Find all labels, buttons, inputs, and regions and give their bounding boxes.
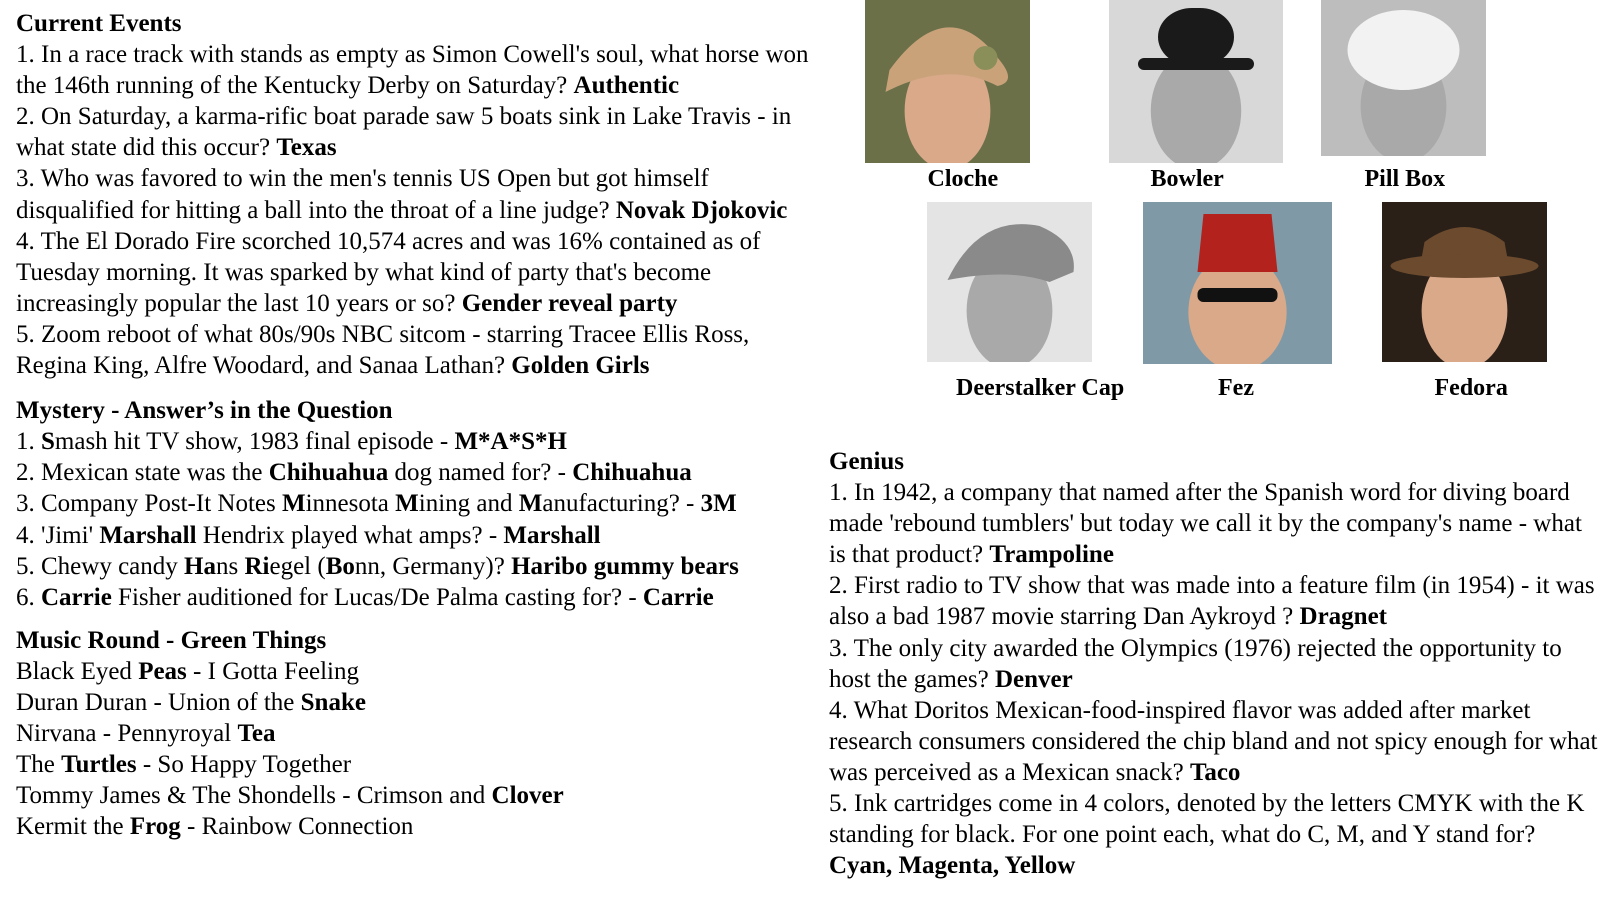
bold-text: Clover (491, 782, 564, 810)
plain-text: nn, Germany)? (354, 552, 512, 580)
question-number: 1. (16, 41, 35, 69)
bold-text: Haribo gummy bears (511, 552, 739, 580)
question-number: 4. (829, 696, 848, 724)
question-number: 3. (16, 165, 35, 193)
plain-text: Nirvana - Pennyroyal (16, 720, 238, 748)
bold-text: Peas (138, 657, 187, 685)
plain-text: V show, 1983 final episode - (161, 428, 455, 456)
question-number: 5. (16, 320, 35, 348)
question-number: 3. (829, 634, 848, 662)
question-text: The only city awarded the Olympics (1976) rejected the opportunity to host the games? (829, 634, 1562, 693)
bold-text: Turtles (61, 751, 137, 779)
genius-title: Genius (829, 448, 905, 475)
current-events-question (16, 101, 816, 163)
bold-text: Ha (184, 552, 216, 580)
plain-text: 'Jimi' (41, 521, 100, 549)
music-item (16, 656, 816, 687)
genius-question (829, 633, 1600, 695)
hat-label: Cloche (927, 166, 999, 192)
question-text: On Saturday, a karma-rific boat parade saw 5 boats sink in Lake Travis - in what state did this occur? (16, 103, 792, 162)
answer-text: Texas (276, 134, 337, 162)
bold-text: Chihuahua (572, 459, 692, 487)
music-round-title: Music Round - Green Things (16, 626, 327, 654)
hat-label: Bowler (1150, 166, 1224, 192)
bold-text: Snake (300, 688, 366, 716)
plain-text: T (146, 428, 162, 456)
fedora-hat-photo (1382, 202, 1547, 362)
right-column (829, 446, 1600, 881)
plain-text: - So Happy Together (136, 751, 352, 779)
left-column (16, 8, 816, 842)
question-number: 4. (16, 521, 35, 549)
current-events-title: Current Events (16, 10, 182, 37)
question-number: 2. (16, 459, 35, 487)
plain-text: anufacturing? - (542, 490, 701, 518)
hat-label: Fedora (1434, 375, 1508, 401)
music-round-list (16, 656, 816, 843)
current-events-list (16, 39, 816, 381)
question-number: 2. (16, 103, 35, 131)
plain-text: - I Gotta Feeling (186, 657, 359, 685)
answer-text: Gender reveal party (461, 289, 678, 317)
music-item (16, 687, 816, 718)
question-number: 2. (829, 572, 848, 600)
plain-text: ns (215, 552, 245, 580)
answer-text: Trampoline (989, 541, 1114, 569)
plain-text: egel ( (269, 552, 326, 580)
question-number: 6. (16, 583, 35, 611)
question-number: 1. (829, 479, 848, 507)
question-number: 5. (16, 552, 35, 580)
question-number: 3. (16, 490, 35, 518)
bowler-hat-photo (1109, 0, 1283, 163)
question-number: 4. (16, 227, 35, 255)
plain-text: Duran Duran - Union of the (16, 688, 301, 716)
bold-text: M (281, 490, 306, 518)
question-text: First radio to TV show that was made into a feature film (in 1954) - it was also a bad 1987 movie starring Dan Aykroyd ? (829, 572, 1595, 631)
bold-text: 3M (700, 490, 737, 518)
bold-text: Carrie (642, 583, 714, 611)
mystery-question (16, 551, 816, 582)
plain-text: Fisher auditioned for Lucas/De Palma casting for? - (111, 583, 643, 611)
current-events-question (16, 163, 816, 225)
bold-text: Frog (129, 813, 181, 841)
question-number: 5. (829, 790, 848, 818)
question-text: What Doritos Mexican-food-inspired flavor was added after market research consumers considered the chip bland and not spicy enough for what was perceived as a Mexican snack? (829, 696, 1598, 786)
plain-text: The (16, 751, 62, 779)
bold-text: Marshall (503, 521, 601, 549)
current-events-question (16, 39, 816, 101)
plain-text: innesota (305, 490, 396, 518)
music-item (16, 780, 816, 811)
mystery-question (16, 457, 816, 488)
plain-text: Tommy James & The Shondells - Crimson and (16, 782, 492, 810)
answer-text: Authentic (573, 72, 680, 100)
music-item (16, 811, 816, 842)
answer-text: Novak Djokovic (615, 196, 788, 224)
plain-text: mash hit (54, 428, 147, 456)
plain-text: Black Eyed (16, 657, 139, 685)
plain-text: - Rainbow Connection (180, 813, 414, 841)
current-events-question (16, 319, 816, 381)
hat-label: Deerstalker Cap (956, 375, 1125, 401)
bold-text: S (41, 428, 55, 456)
bold-text: M*A*S*H (454, 428, 567, 456)
plain-text: ining and (418, 490, 519, 518)
mystery-title: Mystery - Answer’s in the Question (16, 397, 393, 425)
mystery-question (16, 582, 816, 613)
mystery-question (16, 426, 816, 457)
answer-text: Golden Girls (511, 352, 650, 380)
genius-question (829, 695, 1600, 788)
bold-text: Marshall (99, 521, 197, 549)
fez-hat-photo (1143, 202, 1332, 364)
hat-label: Pill Box (1364, 166, 1446, 192)
current-events-question (16, 226, 816, 319)
music-item (16, 718, 816, 749)
bold-text: Chihuahua (268, 459, 389, 487)
plain-text: Mexican state was the (41, 459, 269, 487)
question-text: The El Dorado Fire scorched 10,574 acres and was 16% contained as of Tuesday morning. It was sparked by what kind of party that's become increasingly popular the last 10 years or so? (16, 227, 761, 317)
mystery-question (16, 488, 816, 519)
bold-text: Ri (244, 552, 270, 580)
plain-text: dog named for? - (388, 459, 573, 487)
plain-text: Kermit the (16, 813, 130, 841)
answer-text: Cyan, Magenta, Yellow (829, 852, 1076, 880)
plain-text: Chewy candy (41, 552, 185, 580)
question-text: In 1942, a company that named after the Spanish word for diving board made 'rebound tumblers' but today we call it by the company's name - what is that product? (829, 479, 1582, 569)
question-text: Who was favored to win the men's tennis US Open but got himself disqualified for hitting a ball into the throat of a line judge? (16, 165, 709, 224)
question-text: In a race track with stands as empty as Simon Cowell's soul, what horse won the 146th running of the Kentucky Derby on Saturday? (16, 41, 809, 100)
deerstalker-hat-photo (927, 202, 1092, 362)
genius-list (829, 477, 1600, 881)
music-item (16, 749, 816, 780)
answer-text: Dragnet (1299, 603, 1388, 631)
bold-text: Tea (237, 720, 276, 748)
bold-text: M (395, 490, 419, 518)
genius-question (829, 570, 1600, 632)
mystery-list (16, 426, 816, 613)
question-number: 1. (16, 428, 35, 456)
genius-question (829, 788, 1600, 881)
hat-label: Fez (1218, 375, 1254, 401)
bold-text: Carrie (41, 583, 112, 611)
plain-text: Company Post-It Notes (41, 490, 282, 518)
mystery-question (16, 520, 816, 551)
genius-question (829, 477, 1600, 570)
question-text: Ink cartridges come in 4 colors, denoted by the letters CMYK with the K standing for black. For one point each, what do C, M, and Y stand for? (829, 790, 1585, 849)
answer-text: Taco (1189, 758, 1241, 786)
pillbox-hat-photo (1321, 0, 1486, 156)
cloche-hat-photo (865, 0, 1030, 163)
bold-text: Bo (325, 552, 355, 580)
plain-text: Hendrix played what amps? - (196, 521, 504, 549)
question-text: Zoom reboot of what 80s/90s NBC sitcom - starring Tracee Ellis Ross, Regina King, Alfre Woodard, and Sanaa Lathan? (16, 320, 750, 380)
bold-text: M (518, 490, 543, 518)
answer-text: Denver (994, 665, 1073, 693)
